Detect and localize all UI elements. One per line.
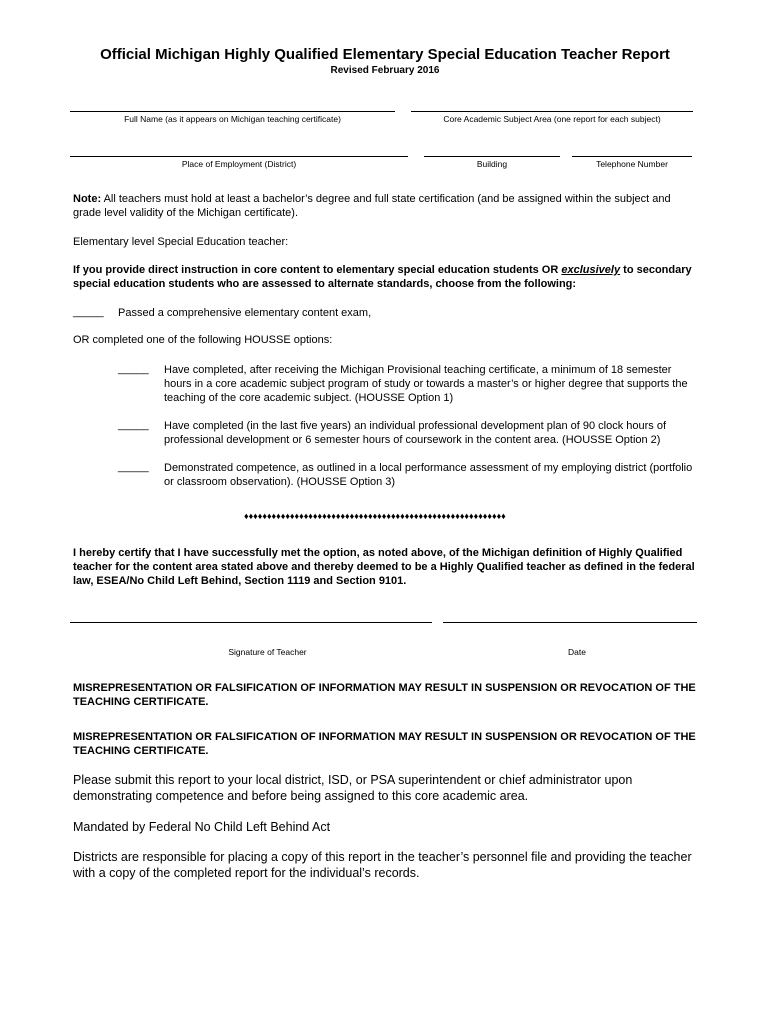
housse-option-2: Have completed (in the last five years) an individual professional development plan of 90 clock hours of professional development or 6 semester hours of coursework in the content area. (HOUSSE Option 2) <box>164 420 666 446</box>
telephone-label: Telephone Number <box>596 159 668 169</box>
warning-1: MISREPRESENTATION OR FALSIFICATION OF INFORMATION MAY RESULT IN SUSPENSION OR REVOCATION OF THE TEACHING CERTIFICATE. <box>73 682 696 708</box>
revised-date: Revised February 2016 <box>330 65 440 76</box>
housse-option-1: Have completed, after receiving the Michigan Provisional teaching certificate, a minimum of 18 semester hours in a core academic subject program of study or towards a master’s or higher degree that supports the teaching of the core academic subject. (HOUSSE Option 1) <box>164 364 688 404</box>
telephone-field[interactable] <box>572 156 692 157</box>
instruction-paragraph <box>73 263 698 291</box>
submit-instructions: Please submit this report to your local district, ISD, or PSA superintendent or chief administrator upon demonstrating competence and before being assigned to this core academic area. <box>73 773 633 803</box>
date-label: Date <box>568 647 586 657</box>
note-text: All teachers must hold at least a bachelor’s degree and full state certification (and be assigned within the subject and grade level validity of the Michigan certificate). <box>73 193 671 219</box>
instruction-emphasis: exclusively <box>561 264 621 276</box>
building-label: Building <box>476 159 508 169</box>
certification-statement: I hereby certify that I have successfully met the option, as noted above, of the Michigan definition of Highly Qualified teacher for the content area stated above and thereby deemed to be a Highly Qualified teacher as defined in the federal law, ESEA/No Child Left Behind, Section 1119 and Section 9101. <box>73 547 695 587</box>
instruction-part1: If you provide direct instruction in core content to elementary special education students OR <box>73 264 559 276</box>
diamond-separator: ♦♦♦♦♦♦♦♦♦♦♦♦♦♦♦♦♦♦♦♦♦♦♦♦♦♦♦♦♦♦♦♦♦♦♦♦♦♦♦♦♦♦♦♦♦♦♦♦♦♦♦♦♦♦♦♦♦ <box>244 511 506 521</box>
full-name-label: Full Name (as it appears on Michigan teaching certificate) <box>124 114 341 124</box>
note-label: Note: <box>73 193 102 205</box>
instruction-part2: to secondary special education students who are assessed to alternate standards, choose from the following: <box>73 264 692 290</box>
housse-option-2-blank[interactable]: _____ <box>118 419 149 431</box>
exam-checkbox-blank[interactable]: _____ <box>73 306 104 318</box>
mandate-line: Mandated by Federal No Child Left Behind Act <box>73 820 331 834</box>
or-housse: OR completed one of the following HOUSSE options: <box>73 334 333 346</box>
level-line: Elementary level Special Education teacher: <box>73 236 289 248</box>
employment-field[interactable] <box>70 156 408 157</box>
signature-field[interactable] <box>70 622 432 623</box>
building-field[interactable] <box>424 156 560 157</box>
housse-option-1-blank[interactable]: _____ <box>118 363 149 375</box>
housse-option-3: Demonstrated competence, as outlined in a local performance assessment of my employing district (portfolio or classroom observation). (HOUSSE Option 3) <box>164 462 693 488</box>
signature-label: Signature of Teacher <box>228 647 307 657</box>
employment-label: Place of Employment (District) <box>181 159 297 169</box>
page-title: Official Michigan Highly Qualified Elementary Special Education Teacher Report <box>100 46 670 63</box>
subject-area-field[interactable] <box>411 111 693 112</box>
warning-2: MISREPRESENTATION OR FALSIFICATION OF INFORMATION MAY RESULT IN SUSPENSION OR REVOCATION OF THE TEACHING CERTIFICATE. <box>73 731 696 757</box>
date-field[interactable] <box>443 622 697 623</box>
note-paragraph <box>73 192 698 220</box>
option-exam: Passed a comprehensive elementary content exam, <box>118 307 372 319</box>
subject-area-label: Core Academic Subject Area (one report for each subject) <box>443 114 661 124</box>
full-name-field[interactable] <box>70 111 395 112</box>
housse-option-3-blank[interactable]: _____ <box>118 461 149 473</box>
districts-responsibility: Districts are responsible for placing a copy of this report in the teacher’s personnel file and providing the teacher with a copy of the completed report for the individual’s records. <box>73 850 692 880</box>
